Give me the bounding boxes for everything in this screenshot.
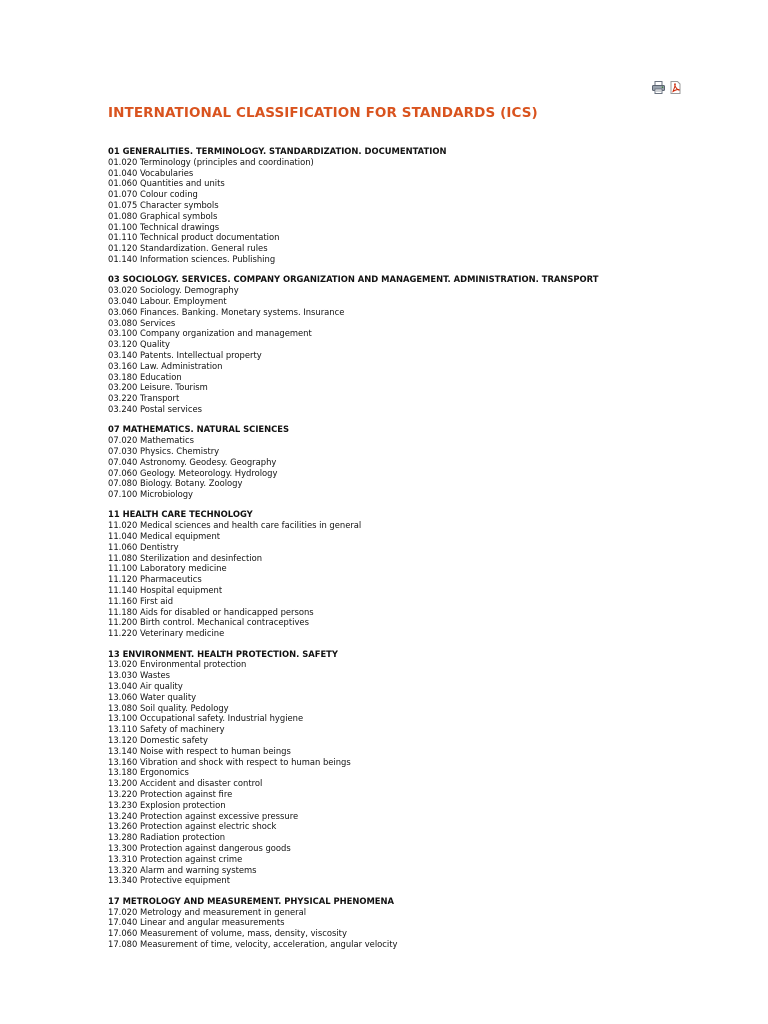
list-item [108,232,708,243]
list-item [108,328,708,339]
classification-section [108,649,708,887]
item-label: Medical sciences and health care facilities in general [139,520,362,531]
item-label: Vibration and shock with respect to human beings [139,756,351,767]
list-item [108,843,708,854]
list-item [108,746,708,757]
list-item [108,211,708,222]
item-code: 13.060 [108,691,138,702]
item-label: Finances. Banking. Monetary systems. Insurance [139,306,345,317]
item-label: Alarm and warning systems [139,864,257,875]
list-item [108,542,708,553]
item-code: 17.060 [108,928,138,939]
item-label: Quantities and units [139,178,225,189]
item-code: 03.120 [108,339,138,350]
item-code: 01.140 [108,253,138,264]
list-item [108,382,708,393]
page-title: INTERNATIONAL CLASSIFICATION FOR STANDARDS (ICS) [108,105,538,121]
item-label: Company organization and management [139,328,312,339]
list-item [108,607,708,618]
list-item [108,778,708,789]
item-code: 17.020 [108,906,138,917]
list-item [108,821,708,832]
item-code: 07.100 [108,489,138,500]
item-code: 13.200 [108,778,138,789]
item-label: Accident and disaster control [139,778,263,789]
item-code: 01.060 [108,178,138,189]
list-item [108,361,708,372]
item-label: Protection against crime [139,853,243,864]
item-code: 07.030 [108,445,138,456]
list-item [108,692,708,703]
item-label: Dentistry [139,541,179,552]
item-code: 13.080 [108,702,138,713]
item-code: 01.020 [108,156,138,167]
list-item [108,681,708,692]
list-item [108,854,708,865]
item-label: Protection against fire [139,789,233,799]
item-label: Services [139,317,176,328]
list-item [108,285,708,296]
item-code: 01.070 [108,189,138,200]
item-code: 03.200 [108,382,138,393]
item-code: 03.140 [108,349,138,360]
item-label: Microbiology [139,489,194,500]
item-code: 07.040 [108,456,138,467]
section-heading: 11 HEALTH CARE TECHNOLOGY [108,509,253,520]
item-label: Laboratory medicine [139,563,227,574]
item-label: Linear and angular measurements [139,917,285,928]
item-code: 13.140 [108,745,138,756]
item-label: Wastes [139,670,171,681]
pdf-icon[interactable] [669,81,682,94]
classification-section [108,274,708,414]
item-label: Mathematics [139,435,194,446]
item-code: 13.340 [108,875,138,886]
list-item [108,350,708,361]
item-label: Sterilization and desinfection [139,552,263,563]
list-item [108,457,708,468]
classification-section [108,509,708,639]
item-code: 13.020 [108,659,138,670]
item-code: 13.230 [108,799,138,810]
item-label: Physics. Chemistry [139,445,220,456]
list-item [108,875,708,886]
list-item [108,767,708,778]
list-item [108,939,708,950]
list-item [108,724,708,735]
item-code: 13.040 [108,681,138,692]
item-label: Standardization. General rules [139,243,268,254]
item-code: 11.100 [108,563,138,574]
item-label: Radiation protection [139,832,226,843]
list-item [108,307,708,318]
item-code: 13.220 [108,789,138,799]
list-item [108,917,708,928]
list-item [108,168,708,179]
item-label: Air quality [139,681,183,692]
item-code: 01.120 [108,243,138,254]
classification-section [108,146,708,265]
list-item [108,563,708,574]
item-label: Soil quality. Pedology [139,702,229,713]
item-code: 11.040 [108,531,138,542]
item-code: 11.060 [108,541,138,552]
list-item [108,478,708,489]
item-label: Technical product documentation [139,232,280,243]
item-code: 01.080 [108,210,138,221]
printer-icon[interactable] [652,81,665,94]
list-item [108,404,708,415]
item-code: 07.020 [108,435,138,446]
item-code: 13.100 [108,713,138,724]
item-code: 13.280 [108,832,138,843]
item-code: 03.240 [108,403,138,414]
list-item [108,628,708,639]
item-code: 13.120 [108,735,138,746]
item-label: Measurement of time, velocity, acceleration, angular velocity [139,938,398,949]
item-code: 13.160 [108,756,138,767]
item-label: Sociology. Demography [139,285,239,296]
item-label: Pharmaceutics [139,574,202,585]
list-item [108,339,708,350]
section-heading: 13 ENVIRONMENT. HEALTH PROTECTION. SAFETY [108,648,338,659]
item-code: 11.200 [108,617,138,628]
list-item [108,178,708,189]
item-code: 13.110 [108,724,138,735]
item-code: 01.100 [108,221,138,232]
list-item [108,713,708,724]
item-code: 11.220 [108,628,138,639]
item-code: 03.040 [108,295,138,306]
item-label: Patents. Intellectual property [139,349,262,360]
item-label: Noise with respect to human beings [139,745,291,756]
classification-section [108,424,708,500]
list-item [108,393,708,404]
section-heading: 07 MATHEMATICS. NATURAL SCIENCES [108,424,290,435]
item-label: Vocabularies [139,167,194,178]
list-item [108,757,708,768]
item-code: 07.060 [108,467,138,478]
item-label: Technical drawings [139,221,220,232]
item-label: Quality [139,339,170,350]
list-item [108,553,708,564]
item-label: Colour coding [139,189,198,200]
item-code: 11.160 [108,595,138,606]
item-label: Leisure. Tourism [139,382,208,393]
section-heading: 17 METROLOGY AND MEASUREMENT. PHYSICAL PHENOMENA [108,895,395,906]
item-label: Graphical symbols [139,210,218,221]
item-label: Protection against electric shock [139,821,277,832]
item-label: Protection against excessive pressure [139,810,299,821]
list-item [108,928,708,939]
list-item [108,800,708,811]
item-code: 03.060 [108,306,138,317]
item-label: Water quality [139,691,197,702]
list-item [108,789,708,800]
item-label: Aids for disabled or handicapped persons [139,606,314,617]
list-item [108,468,708,479]
item-code: 03.100 [108,328,138,339]
item-label: Law. Administration [139,360,223,371]
list-item [108,243,708,254]
list-item [108,585,708,596]
list-item [108,735,708,746]
item-label: Education [139,371,182,382]
item-code: 03.020 [108,285,138,296]
item-code: 13.310 [108,853,138,864]
list-item [108,200,708,211]
item-label: Safety of machinery [139,724,225,735]
item-label: Veterinary medicine [139,628,225,639]
list-item [108,670,708,681]
item-code: 01.075 [108,199,138,210]
item-label: First aid [139,595,174,606]
item-code: 13.240 [108,810,138,821]
item-label: Explosion protection [139,799,226,810]
item-label: Birth control. Mechanical contraceptives [139,617,309,628]
item-code: 03.180 [108,371,138,382]
list-item [108,489,708,500]
list-item [108,659,708,670]
list-item [108,531,708,542]
list-item [108,157,708,168]
item-label: Protection against dangerous goods [139,842,291,853]
item-label: Metrology and measurement in general [139,906,307,917]
item-label: Biology. Botany. Zoology [139,478,243,489]
list-item [108,811,708,822]
item-code: 03.080 [108,317,138,328]
section-heading: 01 GENERALITIES. TERMINOLOGY. STANDARDIZATION. DOCUMENTATION [108,146,447,156]
item-label: Protective equipment [139,875,231,886]
item-code: 11.080 [108,552,138,563]
list-item [108,435,708,446]
item-label: Occupational safety. Industrial hygiene [139,713,304,724]
item-code: 13.030 [108,670,138,681]
item-code: 11.140 [108,585,138,596]
item-label: Domestic safety [139,735,208,746]
list-item [108,372,708,383]
list-item [108,574,708,585]
list-item [108,832,708,843]
item-label: Environmental protection [139,659,247,670]
document-toolbar [652,81,682,94]
item-code: 01.110 [108,232,138,243]
item-code: 11.120 [108,574,138,585]
item-label: Ergonomics [139,767,189,778]
list-item [108,296,708,307]
item-code: 13.260 [108,821,138,832]
list-item [108,907,708,918]
list-item [108,318,708,329]
item-code: 17.080 [108,938,138,949]
list-item [108,222,708,233]
item-code: 01.040 [108,167,138,178]
item-code: 13.180 [108,767,138,778]
list-item [108,703,708,714]
item-code: 13.320 [108,864,138,875]
item-label: Terminology (principles and coordination) [139,156,314,167]
item-code: 07.080 [108,478,138,489]
item-label: Transport [139,393,180,404]
list-item [108,617,708,628]
section-heading: 03 SOCIOLOGY. SERVICES. COMPANY ORGANIZATION AND MANAGEMENT. ADMINISTRATION. TRANSPORT [108,274,599,285]
item-code: 03.220 [108,393,138,404]
item-label: Information sciences. Publishing [139,253,276,264]
classification-list [108,146,708,959]
list-item [108,865,708,876]
item-code: 17.040 [108,917,138,928]
item-label: Medical equipment [139,531,221,542]
list-item [108,446,708,457]
list-item [108,520,708,531]
item-code: 03.160 [108,360,138,371]
item-code: 13.300 [108,842,138,853]
item-code: 11.180 [108,606,138,617]
item-label: Astronomy. Geodesy. Geography [139,456,277,467]
item-label: Postal services [139,403,202,414]
item-label: Labour. Employment [139,295,227,306]
item-label: Character symbols [139,199,219,210]
item-label: Hospital equipment [139,585,223,596]
item-label: Measurement of volume, mass, density, viscosity [139,928,347,939]
list-item [108,254,708,265]
item-code: 11.020 [108,520,138,531]
list-item [108,189,708,200]
item-label: Geology. Meteorology. Hydrology [139,467,278,478]
list-item [108,596,708,607]
classification-section [108,896,708,950]
